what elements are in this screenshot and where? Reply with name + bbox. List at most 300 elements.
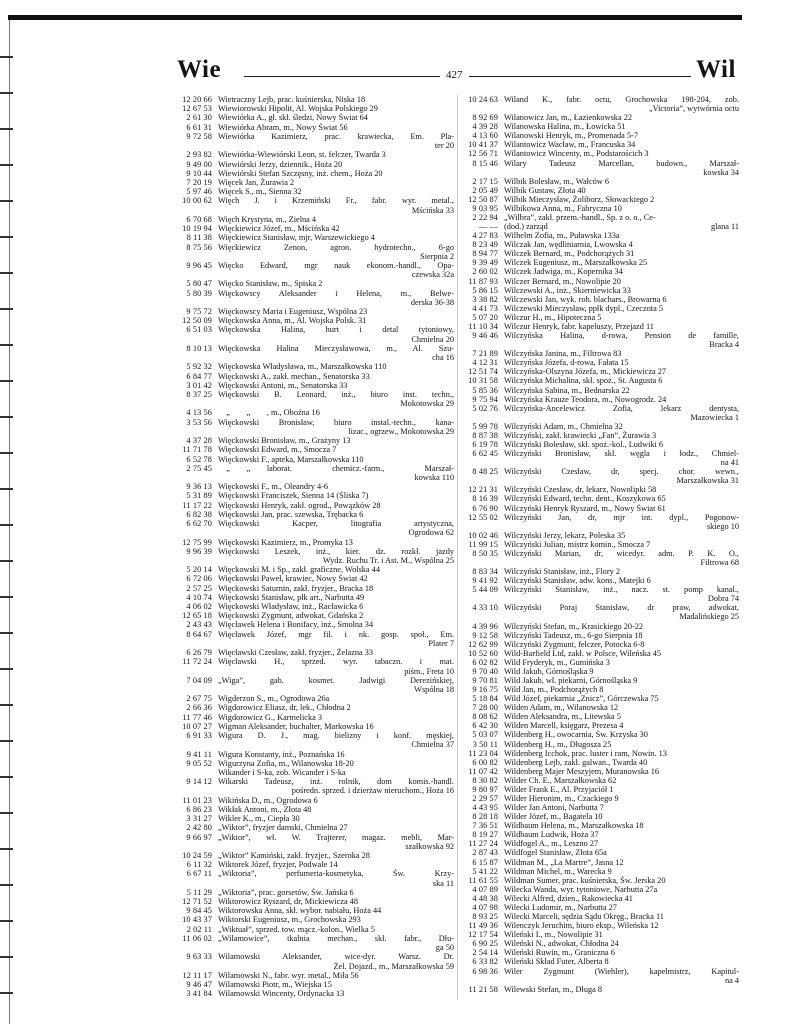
listing-row: [171, 869, 454, 878]
phone-number: 6 98 36: [472, 966, 498, 976]
listing-text: Więckowska Halina Mieczysławowa, m., Al. Szu-: [218, 343, 454, 353]
listing-row: [459, 131, 739, 140]
phone-number: 6 00 82: [472, 757, 498, 767]
listing-text: Wilczyński Henryk Ryszard, m., Nowy Świat 61: [504, 503, 666, 513]
listing-text: Wilczyński Stefan, m., Krasickiego 20-22: [504, 621, 644, 631]
listing-text: Więch Krystyna, m., Zielna 4: [218, 214, 317, 224]
phone-number: 8 50 35: [472, 548, 498, 558]
listing-row: [459, 267, 739, 276]
listing-text: Wilder Józef, m., Bagatela 10: [504, 812, 603, 822]
listing-text: Wildman Sumer, prac. kuśnierska, Św. Jerska 20: [504, 875, 666, 885]
phone-number: 2 43 43: [186, 620, 212, 630]
listing-row: [459, 694, 739, 703]
phone-number: 10 07 27: [182, 721, 212, 731]
listing-row: [171, 934, 454, 943]
listing-text: Wilczek Jadwiga, m., Kopernika 34: [504, 267, 623, 277]
phone-number: 8 64 67: [186, 629, 212, 639]
phone-number: [459, 340, 504, 349]
listing-row: [459, 740, 739, 749]
phone-number: 8 15 46: [472, 158, 498, 168]
listing-text: Więckowski Bronisław, m., Grażyny 13: [218, 436, 351, 446]
listing-row: [459, 776, 739, 785]
listing-text: Więckowski Edward, m., Smocza 7: [218, 445, 337, 455]
listing-text: Wilecki Ludomir, m., Narbutta 27: [504, 902, 617, 912]
phone-number: 9 84 45: [186, 906, 212, 916]
phone-number: 6 76 90: [472, 503, 498, 513]
listing-text: Wilczyńska Krauze Teodora, m., Nowogrodz. 24: [504, 394, 667, 404]
listing-text: Wilenczyk Jeruchim, biuro eksp., Wileńska 12: [504, 921, 659, 931]
listing-continuation: [171, 667, 454, 676]
listing-text: Wildman Michel, m., Warecka 9: [504, 866, 612, 876]
listing-continuation: [459, 976, 739, 985]
listing-text: Więch J. i Krzemiński Fr., fabr. wyr. metal.,: [218, 196, 454, 206]
listing-row: [171, 132, 454, 141]
listing-text: Wiktorowicz Ryszard, dr, Mickiewicza 48: [218, 897, 359, 907]
listing-text: Wilczek Eugeniusz, m., Marszałkowska 25: [504, 258, 648, 268]
listing-row: [171, 279, 454, 288]
listing-text: Wilczyński Bronisław, skł. węgla i łodz., Chmiel-: [504, 449, 739, 459]
listing-text: Więcek Jan, Żurawia 2: [218, 177, 295, 187]
listing-row: [459, 231, 739, 240]
listing-text: Wilczur H., m., Hipoteczna 5: [504, 312, 602, 322]
listing-text: Wilczyński Czesław, dr, lekarz, Nowolipki 58: [504, 485, 657, 495]
listing-text: Wiewiórka A., gł. skł. śledzi, Nowy Świat 64: [218, 113, 368, 123]
listing-text: Wilanowska Halina, m., Łowicka 51: [504, 122, 626, 132]
phone-number: 4 12 31: [472, 358, 498, 368]
listing-row: [171, 805, 454, 814]
phone-number: 4 27 83: [472, 231, 498, 241]
listing-row: [459, 649, 739, 658]
listing-text: Wigura D. J., mag. bielizny i konf. męskiej,: [218, 731, 454, 741]
listing-text: Więckowski Stanisław, płk art., Narbutta 49: [218, 592, 365, 602]
phone-number: 8 08 62: [472, 712, 498, 722]
listing-row: [171, 768, 454, 777]
phone-number: 9 41 11: [186, 749, 212, 759]
listing-row: [171, 833, 454, 842]
listing-text: „Wiktoria”, prac. gorsetów, Św. Jańska 6: [218, 887, 354, 897]
listing-continuation-text: Dobra 74: [707, 594, 739, 604]
listing-row: [459, 531, 739, 540]
listing-continuation: [459, 612, 739, 621]
phone-number: 4 39 96: [472, 621, 498, 631]
listing-text: Wilamowski Wincenty, Ordynacka 13: [218, 989, 345, 999]
listing-text: Wiewiórka-Wiewiórski Leon, st. felczer, Twarda 3: [218, 150, 386, 160]
listing-text: Wigman Aleksander, buchalter, Markowska 16: [218, 721, 374, 731]
listing-row: [459, 513, 739, 522]
phone-number: 2 67 75: [186, 694, 212, 704]
phone-number: 2 75 45: [186, 463, 212, 473]
phone-number: 6 15 87: [472, 857, 498, 867]
phone-number: 4 07 98: [472, 902, 498, 912]
listing-text: Wikińska D., m., Ogrodowa 6: [218, 795, 318, 805]
phone-number: 6 90 25: [472, 939, 498, 949]
listing-row: [459, 967, 739, 976]
listing-row: [459, 313, 739, 322]
listing-text: Wilden Marcell, księgarz, Prezesa 4: [504, 721, 624, 731]
phone-number: [459, 976, 504, 985]
listing-text: Wikłak Antoni, m., Złota 48: [218, 804, 312, 814]
listing-row: [459, 249, 739, 258]
listing-text: Wilczyńska-Ancelewicz Zofia, lekarz dentysta,: [504, 403, 739, 413]
phone-number: [459, 104, 504, 113]
phone-number: 12 17 54: [468, 930, 498, 940]
listing-text: Więcławski H., sprzed. wyr. tabaczn. i mat.: [218, 657, 454, 667]
phone-number: 5 92 32: [186, 362, 212, 372]
listing-row: [459, 367, 739, 376]
listing-continuation: [459, 522, 739, 531]
listing-text: Więckiewicz Józef, m., Mścińska 42: [218, 224, 340, 234]
listing-row: [459, 122, 739, 131]
phone-number: 6 26 79: [186, 648, 212, 658]
phone-number: 6 52 78: [186, 454, 212, 464]
listing-continuation-text: Żel. Dojazd., m., Marszałkowska 59: [333, 961, 454, 971]
top-rule: [8, 15, 742, 20]
listing-text: Wilbik Mieczysław, Żoliborz, Słowackiego 2: [504, 194, 655, 204]
listing-row: [171, 750, 454, 759]
phone-number: 5 07 20: [472, 312, 498, 322]
phone-number: 4 39 28: [472, 122, 498, 132]
listing-text: Więckowski Kazimierz, m., Promyka 13: [218, 537, 353, 547]
listing-text: Wilczyńska Janina, m., Filtrowa 83: [504, 349, 622, 359]
listing-text: Wilary Tadeusz Marcellan, budown., Marszał-: [504, 158, 739, 168]
listing-row: [171, 215, 454, 224]
phone-number: 6 70 68: [186, 214, 212, 224]
listing-row: [171, 602, 454, 611]
listing-row: [171, 630, 454, 639]
phone-number: 10 24 59: [182, 850, 212, 860]
listing-row: [171, 150, 454, 159]
listing-text: Więckowski A., zakł. mechan., Senatorska 33: [218, 371, 370, 381]
listing-row: [171, 648, 454, 657]
listing-row: [171, 95, 454, 104]
phone-number: 6 62 70: [186, 519, 212, 529]
listing-row: [459, 240, 739, 249]
listing-text: Wilczer Bernard, m., Nowolipie 20: [504, 276, 621, 286]
listing-row: [459, 113, 739, 122]
listing-text: Więckowski Bronisław, biuro instal.-techn., kana-: [218, 417, 454, 427]
listing-row: [459, 721, 739, 730]
listing-text: Więcławek Helena i Bonifacy, inż., Smolna 34: [218, 620, 374, 630]
listing-row: [171, 455, 454, 464]
phone-number: 10 24 63: [468, 95, 498, 104]
phone-number: 5 03 07: [472, 730, 498, 740]
phone-number: [171, 768, 218, 777]
listing-text: „Wiga”, gab. kosmet. Jadwigi Derezińskiej,: [218, 675, 454, 685]
listing-row: [171, 224, 454, 233]
phone-number: 10 19 94: [182, 224, 212, 234]
listing-row: [459, 685, 739, 694]
listing-text: Wildenberg Majer Meszyjem, Muranowska 16: [504, 766, 660, 776]
listing-text: Wigurzyna Zofia, m., Wilanowska 18-20: [218, 758, 354, 768]
listing-text: Wikler K., m., Ciepła 30: [218, 814, 300, 824]
listing-row: [459, 567, 739, 576]
phone-number: 6 91 33: [186, 731, 212, 741]
listing-row: [171, 325, 454, 334]
listing-continuation: [459, 458, 739, 467]
listing-row: [171, 482, 454, 491]
listing-text: (dod.) zarząd: [504, 222, 548, 232]
listing-continuation-text: Sierpnia 2: [420, 251, 454, 261]
listing-text: Wilczyński Tadeusz, m., 6-go Sierpnia 18: [504, 630, 643, 640]
phone-number: 12 75 99: [182, 537, 212, 547]
listing-row: [171, 445, 454, 454]
phone-number: 11 01 23: [182, 795, 212, 805]
listing-text: Więcko Edward, mgr nauk ekonom.-handl., Opa-: [218, 260, 454, 270]
phone-number: [171, 141, 218, 150]
listing-text: Więcławski Czesław, zakł. fryzjer., Żelazna 33: [218, 648, 374, 658]
listing-text: Więckowski F., apteka, Marszałkowska 110: [218, 454, 364, 464]
phone-number: 2 42 80: [186, 823, 212, 833]
listing-text: Wilbikowa Anna, m., Fabryczna 10: [504, 203, 622, 213]
phone-number: 11 23 04: [468, 748, 498, 758]
listing-row: [171, 657, 454, 666]
listing-row: [171, 980, 454, 989]
listing-row: [171, 169, 454, 178]
phone-number: 5 86 15: [472, 285, 498, 295]
listing-text: Wilczyński Marian, dr, wicedyr. adm. P. K. O.,: [504, 548, 739, 558]
phone-number: 3 01 42: [186, 380, 212, 390]
listing-row: [459, 222, 739, 231]
listing-text: Wilder Ch. E., Marszałkowska 62: [504, 775, 617, 785]
phone-number: 6 19 78: [472, 439, 498, 449]
listing-continuation: [171, 399, 454, 408]
listing-continuation-text: Wspólna 18: [414, 685, 454, 694]
listing-row: [171, 611, 454, 620]
listing-text: Wilczyński Edward, techn. dent., Koszykowa 65: [504, 494, 666, 504]
listing-text: Wildenberg Icchok, prac. luster i ram, Nowin. 13: [504, 748, 667, 758]
phone-number: 2 57 25: [186, 583, 212, 593]
listing-row: [171, 233, 454, 242]
listing-text: Wiler Zygmunt (Wiehler), kapelmistrz, Kapitul-: [504, 966, 739, 976]
listing-row: [171, 362, 454, 371]
listing-text: Wikarski Tadeusz, inż. rolnik, dom komis.-handl.: [218, 777, 454, 787]
listing-row: [459, 794, 739, 803]
phone-number: 8 92 69: [472, 113, 498, 123]
phone-number: 12 21 31: [468, 485, 498, 495]
phone-number: [459, 168, 504, 177]
listing-text: Wileński Skład Futer, Alberta 8: [504, 957, 609, 967]
listing-row: [171, 491, 454, 500]
phone-number: 5 97 46: [186, 187, 212, 197]
phone-number: 7 28 00: [472, 703, 498, 713]
listing-text: Wilczewski Mieczysław, ppłk dypl., Czeczota 5: [504, 303, 664, 313]
listing-text: Wilczyński, zakł. krawiecki „Fan”, Żurawia 3: [504, 430, 657, 440]
phone-number: 11 87 93: [468, 276, 498, 286]
listing-row: [171, 694, 454, 703]
listing-text: „Wiktor” Kamiński, zakł. fryzjer., Szeroka 28: [218, 850, 370, 860]
listing-row: [459, 295, 739, 304]
listing-text: Wigura Konstanty, inż., Poznańska 16: [218, 749, 345, 759]
phone-number: 3 53 56: [186, 417, 212, 427]
phone-number: 5 20 14: [186, 565, 212, 575]
header-rule-right: [469, 76, 691, 77]
listing-row: [459, 948, 739, 957]
listing-text: „Wilbra”, zakł. przem.-handl., Sp. z o. o., Ce-: [504, 213, 656, 223]
listing-text: Wilczyńska-Olszyna Józefa, m., Mickiewicza 27: [504, 367, 667, 377]
listing-row: [459, 204, 739, 213]
listing-text: Wild Jan, m., Podchorążych 8: [504, 685, 604, 695]
listing-text: Wilecki Alfred, dzien., Rakowiecka 41: [504, 893, 633, 903]
phone-number: 11 61 55: [468, 875, 498, 885]
listing-row: [459, 903, 739, 912]
listing-continuation: [171, 962, 454, 971]
listing-text: Wilecka Wanda, wyr. tytoniowe, Narbutta 27a: [504, 884, 658, 894]
listing-text: Wildbaum Helena, m., Marszałkowska 18: [504, 821, 644, 831]
listing-row: [459, 467, 739, 476]
listing-text: Wilczyńska Józefa, d-rowa, Fałata 15: [504, 358, 629, 368]
phone-number: 9 41 92: [472, 576, 498, 586]
listing-continuation: [171, 141, 454, 150]
listing-text: „ „ , m., Oboźna 16: [218, 408, 320, 418]
listing-text: Wildbaum Ludwik, Hoża 37: [504, 830, 599, 840]
phone-number: 7 36 51: [472, 821, 498, 831]
listing-text: Wilanowski Henryk, m., Promenada 5-7: [504, 131, 639, 141]
phone-number: 8 11 38: [186, 233, 212, 243]
phone-number: 11 07 42: [468, 766, 498, 776]
phone-number: 11 71 78: [182, 445, 212, 455]
phone-number: 8 93 25: [472, 912, 498, 922]
listing-text: Wild Jakub, Górnośląska 9: [504, 666, 594, 676]
listing-continuation-text: Chmielna 37: [411, 740, 454, 750]
phone-number: 9 36 13: [186, 482, 212, 492]
listing-row: [459, 658, 739, 667]
listing-row: [459, 603, 739, 612]
phone-number: [171, 962, 218, 971]
listing-row: [459, 404, 739, 413]
listing-text: Więcko Stanisław, m., Spiska 2: [218, 279, 323, 289]
listing-row: [459, 576, 739, 585]
listing-text: Więckowski Paweł, krawiec, Nowy Świat 42: [218, 574, 368, 584]
listing-row: [459, 585, 739, 594]
listing-continuation-text: Plater 7: [428, 638, 454, 648]
listing-text: Wilczyński Zygmunt, felczer, Potocka 6-8: [504, 639, 645, 649]
listing-row: [171, 187, 454, 196]
listing-row: [459, 213, 739, 222]
phone-number: [171, 556, 218, 565]
listing-row: [459, 785, 739, 794]
phone-number: 9 96 39: [186, 546, 212, 556]
phone-number: 2 05 49: [472, 185, 498, 195]
listing-row: [459, 540, 739, 549]
listing-text: Wilbik Gustaw, Złota 40: [504, 185, 586, 195]
listing-continuation: [171, 427, 454, 436]
listing-text: Wilder Hieronim, m., Czackiego 9: [504, 794, 619, 804]
listing-row: [171, 436, 454, 445]
listing-text: „Wilamowice”, tkalnia mechan., skł. fabr., Dłu-: [218, 933, 454, 943]
phone-number: [171, 639, 218, 648]
listing-row: [459, 386, 739, 395]
phone-number: [171, 943, 218, 952]
listing-continuation-text: Madalińskiego 25: [679, 612, 739, 622]
phone-number: 9 10 44: [186, 168, 212, 178]
listing-continuation-text: Bracka 4: [709, 340, 739, 350]
phone-number: 6 02 82: [472, 657, 498, 667]
phone-number: 5 85 36: [472, 385, 498, 395]
listing-row: [459, 186, 739, 195]
phone-number: 6 51 03: [186, 325, 212, 335]
phone-number: 9 49 00: [186, 159, 212, 169]
phone-number: 7 20 19: [186, 177, 212, 187]
listing-text: Wilamowski Piotr, m., Wiejska 15: [218, 980, 332, 989]
listing-continuation: [171, 206, 454, 215]
listing-row: [171, 814, 454, 823]
listing-continuation: [459, 594, 739, 603]
listing-text: Wiland K., fabr. octu, Grochowska 198-204, zob.: [504, 95, 739, 104]
listing-continuation-text: skiego 10: [706, 521, 739, 531]
phone-number: 2 66 36: [186, 703, 212, 713]
listing-text: Wilczyński Czesław, dr, specj. chor. wewn.,: [504, 467, 739, 477]
phone-number: 9 46 46: [472, 331, 498, 341]
phone-number: 11 21 58: [468, 984, 498, 994]
phone-number: 7 04 09: [186, 675, 212, 685]
listing-text: Wilczyński Adam, m., Chmielna 32: [504, 421, 623, 431]
listing-text: Więckiewicz Zenon, agron. hydrotechn., 6-go: [218, 242, 454, 252]
phone-number: [171, 528, 218, 537]
listing-continuation: [171, 270, 454, 279]
listing-text: Wigderzon S., m., Ogrodowa 26a: [218, 694, 330, 704]
listing-row: [171, 722, 454, 731]
listing-row: [171, 289, 454, 298]
phone-number: 11 49 36: [468, 921, 498, 931]
listing-continuation: [459, 340, 739, 349]
listing-text: Wilczyński Jerzy, lekarz, Poleska 35: [504, 530, 626, 540]
phone-number: 12 20 66: [182, 95, 212, 104]
phone-number: [171, 842, 218, 851]
phone-number: 9 70 81: [472, 676, 498, 685]
phone-number: 8 94 77: [472, 249, 498, 259]
listing-text: Wiewiorowski Hipolit, Al. Wojska Polskiego 29: [218, 104, 378, 114]
listing-text: „Wiktoria”, perfumeria-kosmetyka, Św. Krzy-: [218, 869, 454, 879]
phone-number: 12 56 71: [468, 149, 498, 159]
listing-text: Wiewiórka Kazimierz, prac. krawiecka, Em. Pla-: [218, 131, 454, 141]
listing-text: Więckowska Władysława, m., Marszałkowska 110: [218, 362, 387, 372]
phone-number: 3 41 84: [186, 989, 212, 999]
listing-text: Wilczyński Stanisław, inż., nacz. st. pomp kanal.,: [504, 585, 739, 595]
phone-number: 10 43 37: [182, 915, 212, 925]
listing-row: [171, 307, 454, 316]
listing-row: [171, 860, 454, 869]
listing-row: [459, 758, 739, 767]
phone-number: 12 67 53: [182, 104, 212, 114]
listing-continuation: [171, 943, 454, 952]
listing-continuation-text: Mokotowska 29: [400, 399, 454, 409]
listing-row: [459, 331, 739, 340]
phone-number: 9 16 75: [472, 685, 498, 695]
listing-text: Wilden Adam, m., Wilanowska 12: [504, 703, 619, 713]
listing-text: Wilczyński Poraj Stanisław, dr praw, adwokat,: [504, 603, 739, 613]
listing-row: [459, 622, 739, 631]
left-guide-word: Wie: [177, 56, 222, 83]
listing-text: Wilamowski Aleksander, wice-dyr. Warsz. Dr.: [218, 952, 454, 962]
listing-continuation-text: szałkowska 92: [405, 841, 454, 851]
listing-row: [171, 519, 454, 528]
listing-row: [171, 196, 454, 205]
phone-number: [171, 473, 218, 482]
left-column: [171, 95, 454, 998]
listing-text: Wikander i S-ka, zob. Wicander i S-ka: [218, 767, 346, 777]
listing-row: [459, 876, 739, 885]
listing-text: Wileński I., m., Nowolipie 31: [504, 930, 603, 940]
listing-row: [171, 952, 454, 961]
listing-row: [459, 830, 739, 839]
listing-row: [171, 178, 454, 187]
phone-number: 12 50 87: [468, 194, 498, 204]
phone-number: 11 06 02: [182, 933, 212, 943]
phone-number: 9 14 12: [186, 777, 212, 787]
listing-row: [459, 676, 739, 685]
listing-continuation-text: Filtrowa 68: [700, 557, 739, 567]
page-number: 427: [446, 69, 463, 81]
